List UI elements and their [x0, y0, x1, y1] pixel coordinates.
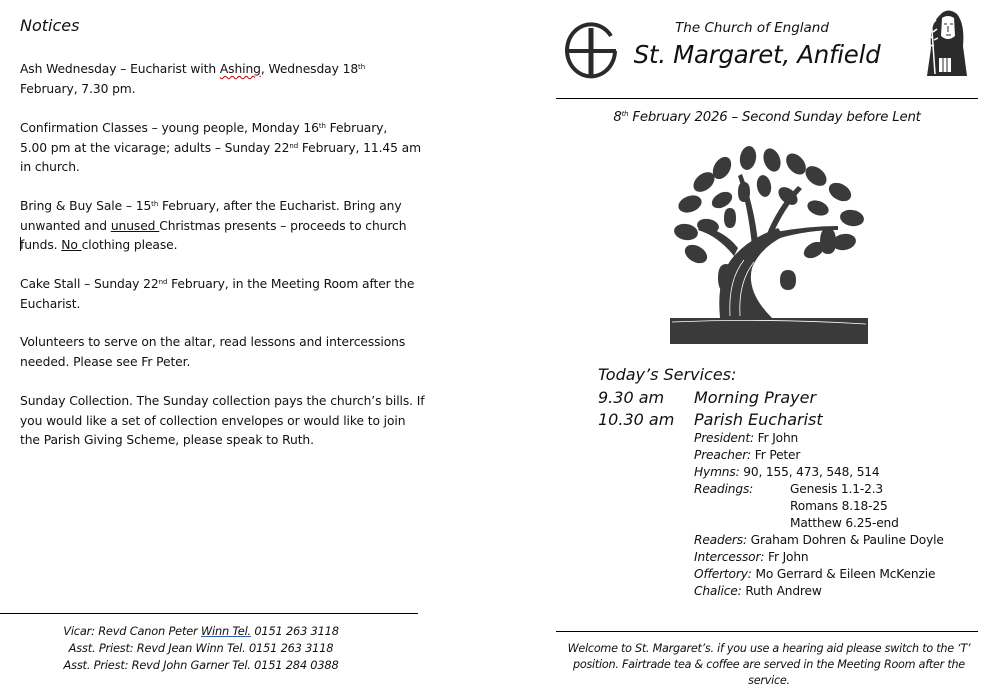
welcome-message: Welcome to St. Margaret’s. if you use a hearing aid please switch to the ‘T’ position. Fairtrade tea & coffee are served in the Meeting Room after the service. [567, 642, 971, 687]
clergy-text: 0151 263 3118 [250, 624, 339, 638]
ordinal-suffix: th [621, 110, 629, 118]
service-time: 9.30 am [598, 388, 665, 407]
detail-label: Hymns: [694, 465, 740, 479]
reading-item: Genesis 1.1-2.3 [790, 482, 884, 496]
header-divider [556, 98, 978, 99]
detail-value: Graham Dohren & Pauline Doyle [746, 533, 944, 547]
left-footer-divider [0, 613, 418, 614]
detail-readings-label [694, 481, 753, 498]
detail-value: Fr John [764, 550, 809, 564]
notice-text: Cake Stall – Sunday 22 [20, 277, 159, 291]
underlined-text: Winn Tel. [200, 624, 251, 638]
pear-tree-woodcut-icon [668, 146, 870, 346]
detail-value: Ruth Andrew [741, 584, 822, 598]
ordinal-suffix: th [151, 200, 159, 208]
notice-text: February, after the Eucharist. Bring any unwanted and [20, 199, 402, 233]
church-of-england-label: The Church of England [675, 20, 829, 36]
detail-label: Chalice: [694, 584, 742, 598]
notice-confirmation [20, 119, 425, 178]
detail-president [694, 430, 798, 447]
underlined-text: No [61, 238, 82, 252]
notice-text: Christmas presents – proceeds to church [159, 218, 407, 233]
clergy-vicar [0, 623, 402, 640]
detail-readers [694, 532, 944, 549]
detail-label: Readings: [694, 482, 754, 496]
service-time: 10.30 am [598, 410, 675, 429]
notice-text: February, in the Meeting Room after the Eucharist. [20, 277, 415, 311]
st-margaret-woodcut-icon [925, 6, 969, 78]
notice-text: February, [325, 121, 388, 135]
notice-cake-stall [20, 275, 425, 314]
underlined-text: unused [110, 218, 160, 233]
notice-text: Bring & Buy Sale – 15 [20, 199, 152, 213]
notice-text: February, 7.30 pm. [20, 81, 136, 96]
date-text: February 2026 – Second Sunday before Lent [628, 110, 921, 125]
notice-ash-wednesday [20, 60, 425, 99]
notice-text: 5.00 pm at the vicarage; adults – Sunday 22 [20, 140, 290, 155]
ordinal-suffix: th [358, 63, 366, 71]
reading-item: Romans 8.18-25 [790, 499, 888, 513]
notice-text: clothing please. [81, 238, 178, 252]
notices-title: Notices [20, 16, 80, 35]
reading-item: Matthew 6.25-end [790, 516, 899, 530]
detail-intercessor [694, 549, 808, 566]
service-name: Parish Eucharist [694, 410, 823, 429]
detail-label: Offertory: [694, 567, 752, 581]
detail-hymns [694, 464, 880, 481]
detail-label: Preacher: [694, 448, 752, 462]
notice-text: Ash Wednesday – Eucharist with [20, 62, 220, 76]
detail-preacher [694, 447, 800, 464]
service-date [556, 110, 978, 125]
church-name: St. Margaret, Anfield [633, 40, 881, 69]
detail-chalice [694, 583, 822, 600]
notice-bring-and-buy [20, 197, 425, 256]
detail-value: Fr John [753, 431, 799, 445]
date-day: 8 [613, 110, 622, 125]
clergy-asst-priest-1: Asst. Priest: Revd Jean Winn Tel. 0151 263 3118 [68, 641, 334, 655]
ordinal-suffix: nd [289, 141, 299, 150]
detail-value: Mo Gerrard & Eileen McKenzie [751, 567, 936, 581]
clergy-asst-priest-2: Asst. Priest: Revd John Garner Tel. 0151 284 0388 [63, 658, 339, 672]
notice-text: February, 11.45 am in church. [20, 140, 421, 174]
detail-offertory [694, 566, 935, 583]
notice-volunteers: Volunteers to serve on the altar, read lessons and intercessions needed. Please see Fr Peter. [20, 335, 406, 369]
notice-text: , Wednesday 18 [260, 62, 359, 76]
notice-text: funds. [20, 238, 62, 252]
detail-value: 90, 155, 473, 548, 514 [739, 465, 880, 479]
notice-text: Confirmation Classes – young people, Monday 16 [20, 121, 319, 135]
detail-label: President: [694, 431, 754, 445]
services-heading: Today’s Services: [598, 365, 737, 384]
service-name: Morning Prayer [694, 388, 817, 407]
clergy-text: Vicar: Revd Canon Peter [63, 624, 201, 638]
ordinal-suffix: th [318, 122, 326, 130]
notice-collection: Sunday Collection. The Sunday collection pays the church’s bills. If you would like a set of collection envelopes or would like to join the Parish Giving Scheme, please speak to Ruth. [20, 394, 425, 447]
spelling-flag-ashing[interactable]: Ashing [219, 62, 261, 76]
right-footer-divider [556, 631, 978, 632]
detail-value: Fr Peter [751, 448, 801, 462]
detail-label: Intercessor: [694, 550, 765, 564]
ordinal-suffix: nd [158, 278, 168, 286]
detail-label: Readers: [694, 533, 747, 547]
